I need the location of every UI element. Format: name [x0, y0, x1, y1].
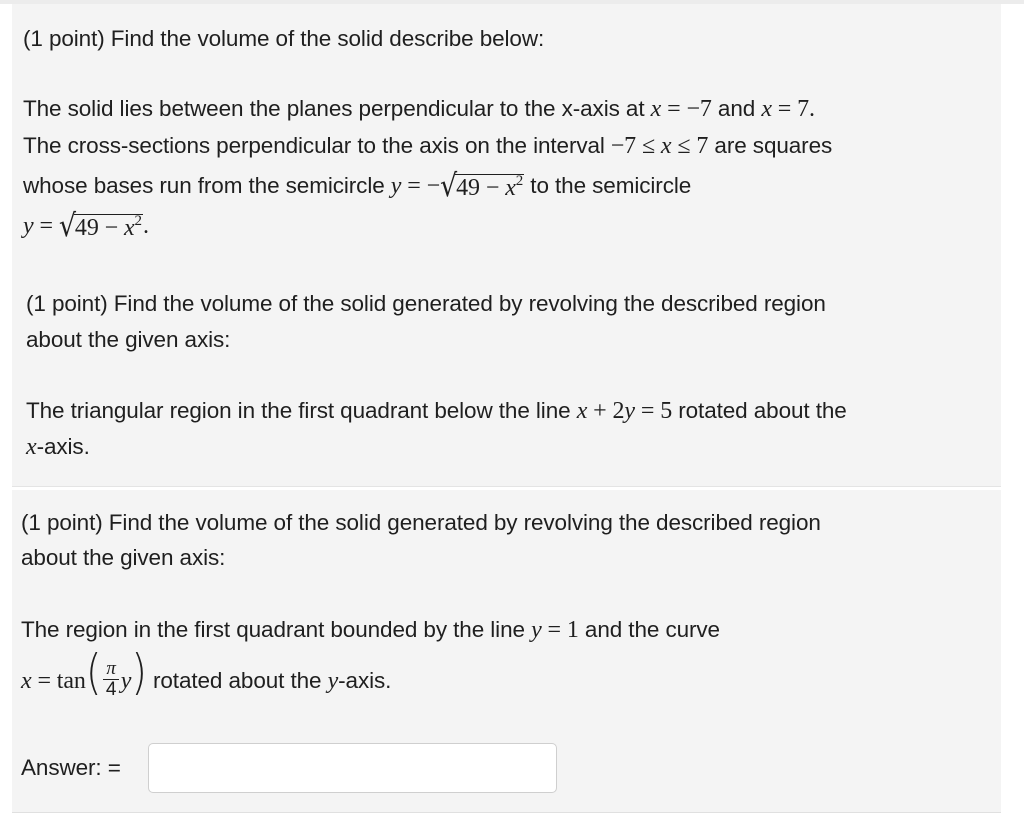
problem3-body-line2: x = tan( $\frac{\pi}{4}$ y) rotated about the y-axis.: [21, 645, 392, 701]
answer-label: Answer: =: [21, 755, 121, 780]
problem2-header-line1: (1 point) Find the volume of the solid generated by revolving the described region: [26, 291, 826, 316]
answer-input[interactable]: [148, 743, 557, 793]
problem2-header-line2: about the given axis:: [26, 327, 231, 352]
sqrt-expression: $√49 - x^2$: [58, 208, 142, 245]
sqrt-expression: $√49 - x^2$: [440, 168, 524, 205]
problem3-header-line1: (1 point) Find the volume of the solid generated by revolving the described region: [21, 510, 821, 535]
problem1-line4: $y = √49 - x^2$.: [23, 208, 149, 245]
problem1-header: (1 point) Find the volume of the solid describe below:: [23, 26, 545, 51]
problem3-header-line2: about the given axis:: [21, 545, 226, 570]
problem1-line1: The solid lies between the planes perpendicular to the x-axis at x = −7 and x = 7.: [23, 96, 815, 122]
problem2-body-line2: x-axis.: [26, 434, 90, 460]
problem1-line3: whose bases run from the semicircle $y = -√49 - x^2$ to the semicircle: [23, 168, 692, 205]
bottom-border: [12, 812, 1001, 813]
problem2-body-line1: The triangular region in the first quadrant below the line x + 2y = 5 rotated about the: [26, 398, 847, 424]
problem3-body-line1: The region in the first quadrant bounded by the line y = 1 and the curve: [21, 617, 720, 643]
problem1-line2: The cross-sections perpendicular to the axis on the interval −7 ≤ x ≤ 7 are squares: [23, 133, 833, 159]
fraction-pi-over-4: $\frac{\pi}{4}$: [103, 659, 118, 700]
